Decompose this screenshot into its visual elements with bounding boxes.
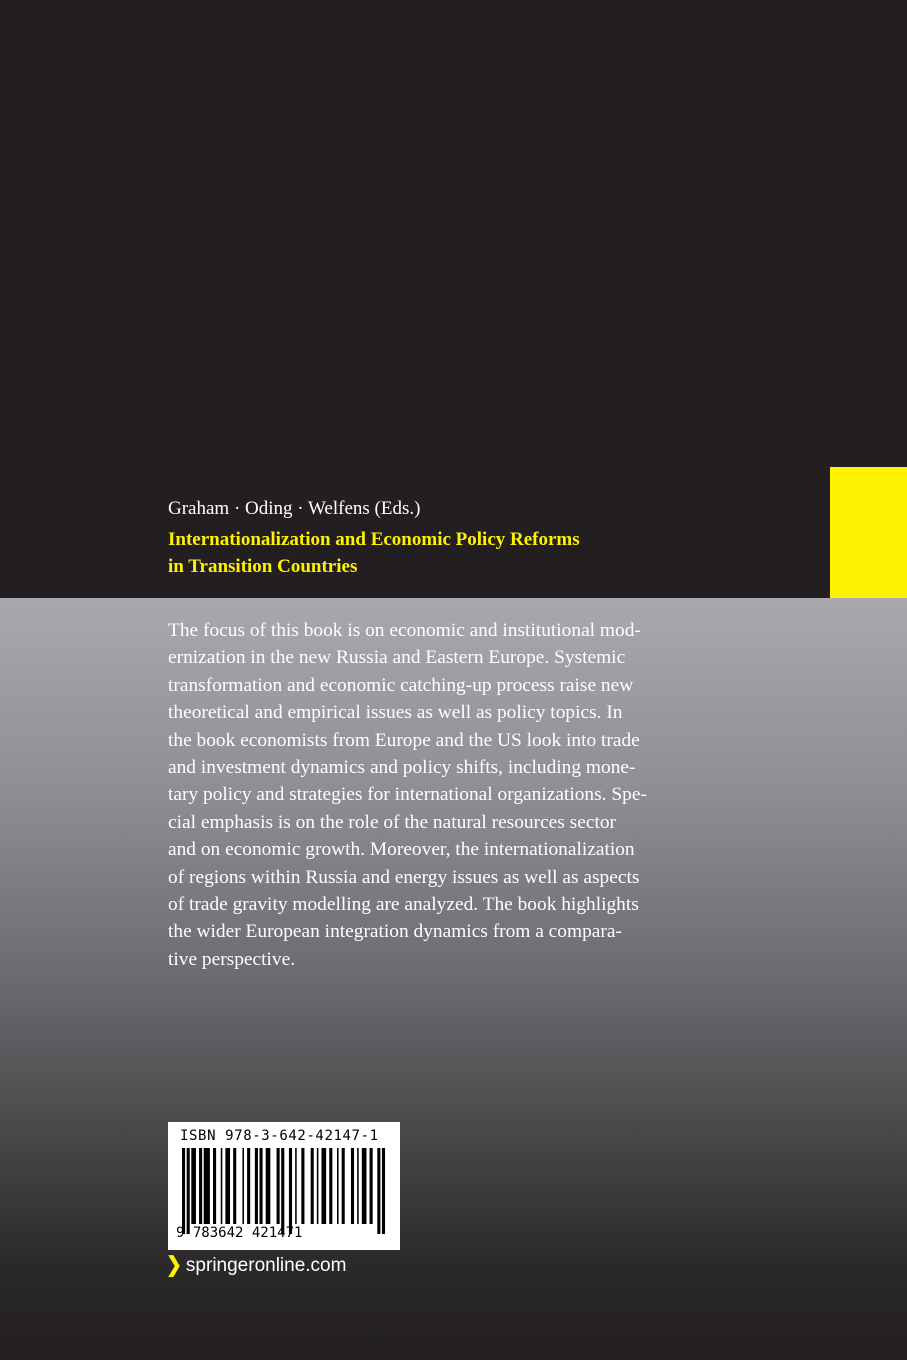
isbn-label: ISBN 978-3-642-42147-1 bbox=[180, 1128, 379, 1144]
barcode-bar bbox=[311, 1148, 314, 1224]
barcode-bar bbox=[377, 1148, 380, 1234]
barcode-bar bbox=[221, 1148, 223, 1224]
barcode-bar bbox=[225, 1148, 230, 1224]
barcode-bar bbox=[370, 1148, 373, 1224]
barcode-bar bbox=[182, 1148, 185, 1234]
book-title-line: Internationalization and Economic Policy Reforms bbox=[168, 529, 580, 550]
barcode-bar bbox=[204, 1148, 210, 1224]
book-title-line: in Transition Countries bbox=[168, 556, 358, 577]
editors-line: Graham · Oding · Welfens (Eds.) bbox=[168, 498, 421, 519]
description-line: tary policy and strategies for international organizations. Spe- bbox=[168, 784, 647, 806]
barcode-bar bbox=[266, 1148, 271, 1224]
barcode-bar bbox=[362, 1148, 367, 1224]
barcode-bar bbox=[337, 1148, 339, 1224]
barcode-bar bbox=[247, 1148, 250, 1224]
barcode-bar bbox=[187, 1148, 190, 1234]
description-line: tive perspective. bbox=[168, 948, 296, 970]
description-line: cial emphasis is on the role of the natural resources sector bbox=[168, 811, 616, 833]
barcode-bar bbox=[342, 1148, 345, 1224]
barcode-digits: 9 783642 421471 bbox=[176, 1225, 303, 1241]
barcode-bar bbox=[233, 1148, 236, 1224]
description-line: The focus of this book is on economic and institutional mod- bbox=[168, 620, 641, 641]
barcode-bar bbox=[351, 1148, 354, 1224]
barcode-bar bbox=[242, 1148, 244, 1224]
barcode-bar bbox=[281, 1148, 284, 1234]
description-line: of regions within Russia and energy issues as well as aspects bbox=[168, 866, 640, 888]
description-line: the book economists from Europe and the US look into trade bbox=[168, 729, 640, 751]
description-line: and on economic growth. Moreover, the internationalization bbox=[168, 839, 635, 861]
description-line: the wider European integration dynamics from a compara- bbox=[168, 921, 622, 943]
barcode-bar bbox=[191, 1148, 196, 1224]
description-line: ernization in the new Russia and Eastern Europe. Systemic bbox=[168, 647, 626, 669]
book-title bbox=[168, 526, 768, 580]
yellow-accent-block bbox=[830, 467, 907, 598]
barcode-bar bbox=[289, 1148, 292, 1234]
barcode-bar bbox=[301, 1148, 304, 1224]
book-description bbox=[168, 617, 728, 973]
description-line: of trade gravity modelling are analyzed. The book highlights bbox=[168, 894, 639, 916]
dark-top-area bbox=[0, 0, 907, 598]
barcode-bar bbox=[357, 1148, 359, 1224]
barcode-bar bbox=[255, 1148, 258, 1224]
barcode-bar bbox=[199, 1148, 202, 1224]
isbn-barcode bbox=[168, 1122, 400, 1250]
barcode-bar bbox=[213, 1148, 216, 1224]
barcode-bar bbox=[382, 1148, 385, 1234]
website-text: springeronline.com bbox=[185, 1255, 347, 1276]
barcode-bar bbox=[277, 1148, 280, 1224]
barcode-bar bbox=[260, 1148, 263, 1224]
publisher-website[interactable] bbox=[166, 1254, 346, 1277]
chevron-right-icon: ❯ bbox=[166, 1253, 182, 1278]
description-line: transformation and economic catching-up process raise new bbox=[168, 674, 634, 696]
barcode-bar bbox=[322, 1148, 327, 1224]
barcode-bar bbox=[329, 1148, 332, 1224]
barcode-bar bbox=[317, 1148, 319, 1224]
description-line: theoretical and empirical issues as well as policy topics. In bbox=[168, 702, 623, 724]
barcode-bar bbox=[295, 1148, 297, 1224]
description-line: and investment dynamics and policy shifts, including mone- bbox=[168, 757, 636, 779]
